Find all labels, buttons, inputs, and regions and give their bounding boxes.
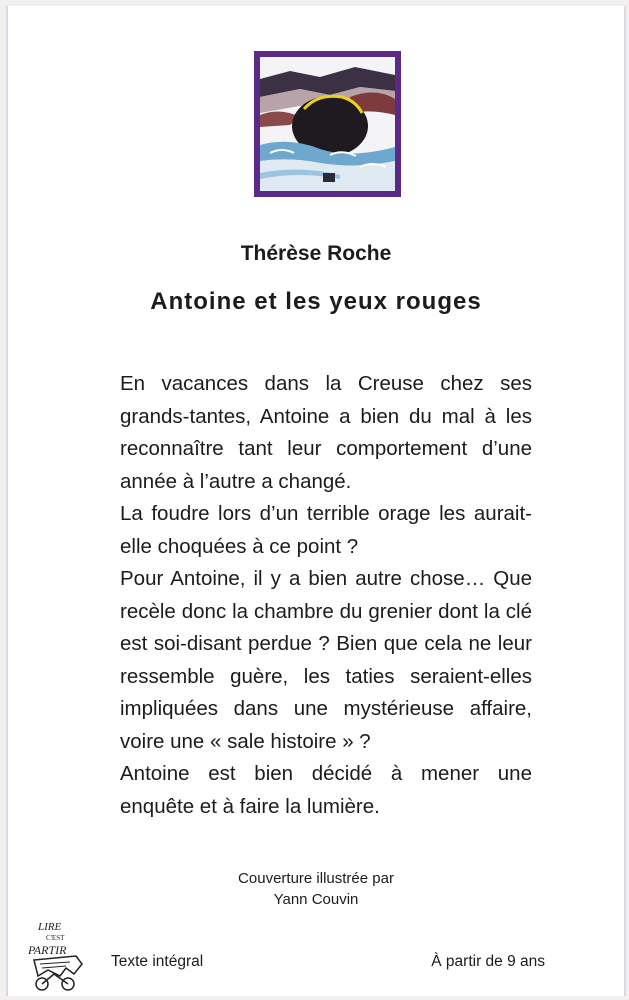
illustrator-credit [8, 868, 624, 910]
full-text-label: Texte intégral [111, 953, 204, 970]
logo-text-bottom: PARTIR [28, 943, 67, 957]
summary-paragraph: En vacances dans la Creuse chez ses grands-tantes, Antoine a bien du mal à les reconnaître tant leur comportement d’une année à l’autre a changé. [120, 372, 532, 493]
logo-text-top: LIRE [38, 921, 62, 933]
illustrator-name: Yann Couvin [273, 891, 359, 908]
credit-line: Couverture illustrée par [238, 870, 394, 887]
cover-illustration [254, 51, 401, 197]
summary-paragraph: Antoine est bien décidé à mener une enquête et à faire la lumière. [120, 762, 532, 818]
publisher-logo [26, 916, 88, 994]
summary-paragraph: La foudre lors d’un terrible orage les aurait-elle choquées à ce point ? [120, 502, 532, 558]
back-cover [6, 6, 626, 996]
author-name: Thérèse Roche [240, 242, 392, 265]
book-summary [120, 368, 532, 823]
age-label: À partir de 9 ans [431, 953, 545, 970]
book-title: Antoine et les yeux rouges [150, 288, 482, 315]
rock-painting [260, 57, 395, 191]
summary-paragraph: Pour Antoine, il y a bien autre chose… Que recèle donc la chambre du grenier dont la clé est soi-disant perdue ? Bien que cela ne leur ressemble guère, les taties seraient-elles impliquées dans une mystérieuse affaire, voire une « sale histoire » ? [120, 567, 532, 753]
logo-text-mid: C'EST [46, 934, 65, 942]
